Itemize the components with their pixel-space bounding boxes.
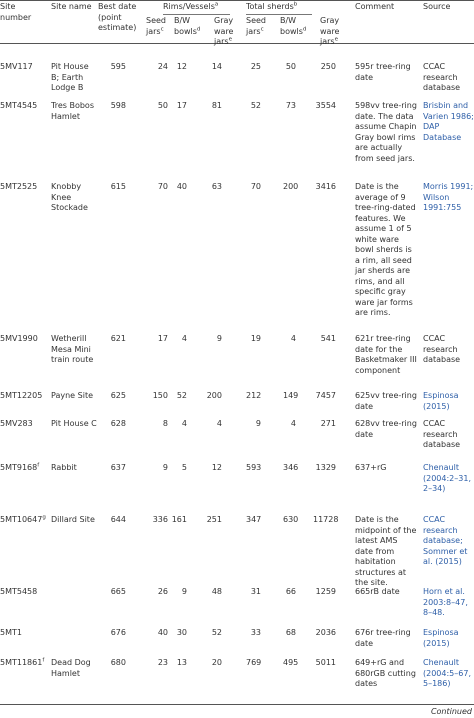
cell-rims-bw: 5 xyxy=(181,463,187,472)
cell-source: CCAC research database xyxy=(423,62,461,92)
cell-rims-seed: 336 xyxy=(152,515,168,524)
rims-group-rule xyxy=(163,14,230,15)
cell-sherds-gray: 7457 xyxy=(315,391,336,400)
cell-sherds-seed: 25 xyxy=(250,62,261,71)
cell-best-date: 621 xyxy=(110,334,126,343)
cell-rims-gray: 14 xyxy=(211,62,222,71)
cell-site-number: 5MT9168$^f$ xyxy=(0,462,40,472)
cell-sherds-gray: 250 xyxy=(320,62,336,71)
cell-sherds-bw: 346 xyxy=(283,463,299,472)
cell-site-number: 5MT11861$^f$ xyxy=(0,657,45,667)
cell-sherds-bw: 4 xyxy=(290,419,296,428)
cell-rims-seed: 24 xyxy=(157,62,168,71)
cell-rims-gray: 63 xyxy=(211,182,222,191)
cell-sherds-gray: 11728 xyxy=(313,515,339,524)
cell-sherds-seed: 52 xyxy=(250,101,261,110)
header-sherds-gray: Gray ware jars$^e$ xyxy=(320,16,340,46)
site-footnote-mark: f xyxy=(42,657,45,664)
rims-footnote: a xyxy=(214,1,219,8)
cell-site-number: 5MT5458 xyxy=(0,587,38,596)
cell-source[interactable]: Espinosa (2015) xyxy=(423,391,459,411)
rims-group-label: Rims/Vessels xyxy=(163,2,215,11)
cell-source[interactable]: Brisbin and Varien 1986; DAP Database xyxy=(423,101,474,142)
cell-sherds-bw: 200 xyxy=(283,182,299,191)
cell-rims-gray: 81 xyxy=(211,101,222,110)
cell-rims-bw: 12 xyxy=(176,62,187,71)
cell-sherds-bw: 66 xyxy=(285,587,296,596)
cell-sherds-gray: 1259 xyxy=(315,587,336,596)
cell-site-name: Tres Bobos Hamlet xyxy=(51,101,94,121)
cell-sherds-seed: 31 xyxy=(250,587,261,596)
cell-site-number: 5MV283 xyxy=(0,419,33,428)
cell-rims-seed: 9 xyxy=(162,463,168,472)
cell-site-number: 5MV117 xyxy=(0,62,33,71)
cell-site-name: Payne Site xyxy=(51,391,93,400)
cell-rims-bw: 4 xyxy=(181,334,187,343)
cell-rims-bw: 17 xyxy=(176,101,187,110)
cell-comment: 637+rG xyxy=(355,463,387,472)
cell-rims-seed: 17 xyxy=(157,334,168,343)
cell-best-date: 676 xyxy=(110,628,126,637)
cell-sherds-seed: 9 xyxy=(255,419,261,428)
cell-site-name: Knobby Knee Stockade xyxy=(51,182,88,212)
cell-comment: 676r tree-ring date xyxy=(355,628,411,648)
cell-rims-seed: 26 xyxy=(157,587,168,596)
cell-rims-gray: 4 xyxy=(216,419,222,428)
cell-best-date: 595 xyxy=(110,62,126,71)
cell-rims-bw: 4 xyxy=(181,419,187,428)
cell-comment: 595r tree-ring date xyxy=(355,62,411,82)
cell-rims-seed: 23 xyxy=(157,658,168,667)
cell-best-date: 644 xyxy=(110,515,126,524)
cell-site-name: Dead Dog Hamlet xyxy=(51,658,91,678)
cell-site-number: 5MT4545 xyxy=(0,101,38,110)
cell-rims-gray: 12 xyxy=(211,463,222,472)
cell-comment: 621r tree-ring date for the Basketmaker III component xyxy=(355,334,417,375)
cell-source: CCAC research database xyxy=(423,334,461,364)
cell-site-number: 5MT1 xyxy=(0,628,22,637)
sherds-group-label: Total sherds xyxy=(246,2,294,11)
cell-site-name: Rabbit xyxy=(51,463,77,472)
cell-comment: 628vv tree-ring date xyxy=(355,419,417,439)
cell-site-number: 5MV1990 xyxy=(0,334,38,343)
cell-rims-bw: 161 xyxy=(171,515,187,524)
cell-source[interactable]: Espinosa (2015) xyxy=(423,628,459,648)
cell-sherds-seed: 70 xyxy=(250,182,261,191)
header-source: Source xyxy=(423,2,451,11)
cell-site-name: Dillard Site xyxy=(51,515,95,524)
header-rims-seed: Seed jars$^c$ xyxy=(146,16,166,36)
cell-sherds-gray: 3554 xyxy=(315,101,336,110)
cell-sherds-gray: 2036 xyxy=(315,628,336,637)
cell-rims-gray: 20 xyxy=(211,658,222,667)
cell-rims-seed: 70 xyxy=(157,182,168,191)
cell-site-number: 5MT10647$^g$ xyxy=(0,514,46,524)
cell-sherds-seed: 33 xyxy=(250,628,261,637)
header-best-date: Best date (point estimate) xyxy=(98,2,137,32)
header-rims-bw: B/W bowls$^d$ xyxy=(174,16,201,36)
header-sherds-seed: Seed jars$^c$ xyxy=(246,16,266,36)
header-comment: Comment xyxy=(355,2,395,11)
header-rule xyxy=(0,43,474,44)
cell-source[interactable]: Chenault (2004:2–31, 2–34) xyxy=(423,463,471,493)
cell-site-number: 5MT2525 xyxy=(0,182,38,191)
cell-rims-seed: 150 xyxy=(152,391,168,400)
cell-site-number: 5MT12205 xyxy=(0,391,43,400)
bottom-rule xyxy=(0,704,474,705)
cell-rims-gray: 52 xyxy=(211,628,222,637)
header-sherds-bw: B/W bowls$^d$ xyxy=(280,16,307,36)
cell-comment: 649+rG and 680rGB cutting dates xyxy=(355,658,416,688)
cell-source[interactable]: CCAC research database; Sommer et al. (2015) xyxy=(423,515,468,566)
header-rims-group xyxy=(163,2,218,13)
cell-rims-bw: 13 xyxy=(176,658,187,667)
cell-rims-seed: 50 xyxy=(157,101,168,110)
cell-sherds-gray: 1329 xyxy=(315,463,336,472)
cell-sherds-gray: 5011 xyxy=(315,658,336,667)
cell-best-date: 598 xyxy=(110,101,126,110)
cell-site-name: Pit House C xyxy=(51,419,97,428)
site-footnote-mark: g xyxy=(42,514,46,521)
cell-sherds-bw: 149 xyxy=(283,391,299,400)
cell-rims-gray: 9 xyxy=(216,334,222,343)
cell-sherds-bw: 630 xyxy=(283,515,299,524)
cell-sherds-seed: 347 xyxy=(246,515,262,524)
cell-rims-gray: 251 xyxy=(206,515,222,524)
cell-rims-bw: 52 xyxy=(176,391,187,400)
cell-rims-bw: 40 xyxy=(176,182,187,191)
cell-rims-seed: 40 xyxy=(157,628,168,637)
header-rims-gray: Gray ware jars$^e$ xyxy=(214,16,234,46)
continued-note: Continued xyxy=(430,707,472,716)
header-site-number: Site number xyxy=(0,2,32,22)
cell-sherds-bw: 50 xyxy=(285,62,296,71)
cell-site-name: Wetherill Mesa Mini train route xyxy=(51,334,94,364)
cell-best-date: 625 xyxy=(110,391,126,400)
cell-sherds-seed: 19 xyxy=(250,334,261,343)
cell-comment: 625vv tree-ring date xyxy=(355,391,417,411)
cell-sherds-seed: 212 xyxy=(246,391,262,400)
cell-comment: 665rB date xyxy=(355,587,400,596)
header-site-name: Site name xyxy=(51,2,92,11)
cell-comment: Date is the midpoint of the latest AMS date from habitation structures at the site. xyxy=(355,515,417,587)
cell-rims-bw: 30 xyxy=(176,628,187,637)
cell-rims-bw: 9 xyxy=(181,587,187,596)
cell-rims-seed: 8 xyxy=(162,419,168,428)
cell-site-name: Pit House B; Earth Lodge B xyxy=(51,62,89,92)
cell-comment: 598vv tree-ring date. The data assume Chapin Gray bowl rims are actually from seed jars. xyxy=(355,101,417,163)
header-sherds-group xyxy=(246,2,297,13)
cell-source[interactable]: Morris 1991; Wilson 1991:755 xyxy=(423,182,474,212)
cell-sherds-seed: 593 xyxy=(246,463,262,472)
cell-sherds-gray: 3416 xyxy=(315,182,336,191)
cell-rims-gray: 48 xyxy=(211,587,222,596)
cell-best-date: 628 xyxy=(110,419,126,428)
cell-rims-gray: 200 xyxy=(206,391,222,400)
site-footnote-mark: f xyxy=(37,462,40,469)
top-rule xyxy=(0,0,474,1)
cell-sherds-seed: 769 xyxy=(246,658,262,667)
cell-source[interactable]: Horn et al. 2003:8–47, 8–48. xyxy=(423,587,468,617)
cell-sherds-bw: 4 xyxy=(290,334,296,343)
cell-source[interactable]: Chenault (2004:5–67, 5–186) xyxy=(423,658,471,688)
cell-sherds-bw: 73 xyxy=(285,101,296,110)
cell-sherds-gray: 271 xyxy=(320,419,336,428)
cell-best-date: 680 xyxy=(110,658,126,667)
cell-source: CCAC research database xyxy=(423,419,461,449)
cell-best-date: 637 xyxy=(110,463,126,472)
cell-sherds-bw: 68 xyxy=(285,628,296,637)
sherds-footnote: b xyxy=(293,1,298,8)
cell-comment: Date is the average of 9 tree-ring-dated features. We assume 1 of 5 white ware bowl sherds is a rim, all seed jar sherds are rims, and all specific gray ware jar forms are rims. xyxy=(355,182,416,317)
cell-best-date: 615 xyxy=(110,182,126,191)
sherds-group-rule xyxy=(246,14,312,15)
cell-best-date: 665 xyxy=(110,587,126,596)
cell-sherds-gray: 541 xyxy=(320,334,336,343)
cell-sherds-bw: 495 xyxy=(283,658,299,667)
